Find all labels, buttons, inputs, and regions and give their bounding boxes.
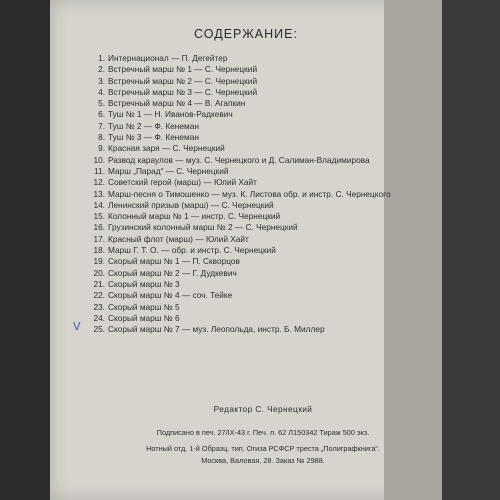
list-item (88, 143, 438, 154)
item-number: 21. (93, 278, 105, 289)
left-edge-shadow (0, 0, 50, 500)
list-item (88, 76, 438, 87)
item-text: Грузинский колонный марш № 2 — С. Чернецкий (108, 222, 298, 233)
item-text: Красный флот (марш) — Юлий Хайт (108, 233, 249, 244)
item-text: Колонный марш № 1 — инстр. С. Чернецкий (108, 211, 281, 222)
item-text: Марш-песня о Тимошенко — муз. К. Листова обр. и инстр. С. Чернецкого (108, 188, 391, 199)
item-number: 17. (93, 233, 105, 244)
item-number: 25. (93, 324, 105, 335)
item-number: 20. (93, 267, 105, 278)
item-number: 2. (98, 64, 105, 75)
list-item (88, 324, 438, 335)
list-item (88, 268, 438, 279)
item-text: Интернационал — П. Дегейтер (108, 53, 228, 63)
item-number: 7. (98, 120, 105, 131)
list-item (88, 200, 438, 211)
item-text: Скорый марш № 4 — соч. Тейке (108, 290, 233, 301)
item-number: 23. (93, 301, 105, 312)
list-item (88, 279, 438, 290)
list-item (88, 256, 438, 267)
press-line: Нотный отд. 1-й Образц. тип. Огиза РСФСР треста „Полиграфкнига“. (146, 444, 380, 453)
item-number: 13. (93, 188, 105, 199)
item-text: Встречный марш № 4 — В. Агапкин (108, 98, 246, 109)
list-item (88, 166, 438, 177)
item-number: 19. (93, 256, 105, 267)
list-item (88, 189, 438, 200)
page-title: СОДЕРЖАНИЕ: (194, 27, 298, 41)
list-item (88, 245, 438, 256)
list-item (88, 234, 438, 245)
list-item (88, 98, 438, 109)
item-text: Встречный марш № 2 — С. Чернецкий (108, 75, 258, 86)
handwritten-check-mark: V (73, 320, 81, 333)
item-text: Встречный марш № 3 — С. Чернецкий (108, 86, 258, 97)
item-number: 8. (98, 132, 105, 143)
item-text: Ленинский призыв (марш) — С. Чернецкий (108, 199, 274, 210)
editor-line: Редактор С. Чернецкий (213, 404, 313, 414)
item-number: 5. (98, 98, 105, 109)
item-text: Скорый марш № 6 (108, 312, 180, 323)
print-signed-line: Подписано в печ. 27/IX-43 г. Печ. л. 62 Л150342 Тираж 500 экз. (156, 428, 370, 437)
item-text: Скорый марш № 1 — П. Скворцов (108, 256, 240, 267)
item-text: Встречный марш № 1 — С. Чернецкий (108, 64, 258, 75)
item-text: Скорый марш № 7 — муз. Леопольда, инстр. Б. Миллер (108, 324, 325, 335)
item-text: Развод караулов — муз. С. Чернецкого и Д. Салиман-Владимирова (108, 154, 370, 165)
item-text: Скорый марш № 2 — Г. Дудкевич (108, 267, 237, 278)
item-text: Марш Г. Т. О. — обр. и инстр. С. Чернецкий (108, 245, 276, 256)
address-line: Москва, Валовая, 28. Заказ № 2988. (201, 456, 325, 465)
list-item (88, 121, 438, 132)
item-number: 22. (93, 290, 105, 301)
item-number: 15. (93, 211, 105, 222)
item-number: 14. (93, 199, 105, 210)
item-number: 24. (93, 312, 105, 323)
list-item (88, 177, 438, 188)
list-item (88, 109, 438, 120)
item-number: 16. (93, 222, 105, 233)
list-item (88, 87, 438, 98)
list-item (88, 222, 438, 233)
item-number: 6. (98, 109, 105, 120)
item-text: Туш № 2 — Ф. Кенеман (108, 120, 199, 131)
item-text: Скорый марш № 5 (108, 301, 180, 312)
list-item (88, 290, 438, 301)
list-item (88, 302, 438, 313)
item-text: Туш № 1 — Н. Иванов-Радкевич (108, 109, 233, 120)
list-item (88, 64, 438, 75)
item-number: 18. (93, 245, 105, 256)
item-number: 10. (93, 154, 105, 165)
item-number: 12. (93, 177, 105, 188)
item-text: Советский герой (марш) — Юлий Хайт (108, 177, 257, 188)
item-number: 1. (98, 53, 105, 63)
item-number: 3. (98, 75, 105, 86)
item-text: Скорый марш № 3 (108, 278, 180, 289)
item-number: 4. (98, 86, 105, 97)
item-text: Марш „Парад“ — С. Чернецкий (108, 165, 229, 176)
item-number: 11. (94, 165, 105, 176)
item-text: Туш № 3 — Ф. Кенеман (108, 132, 199, 143)
book-page (50, 0, 442, 500)
item-number: 9. (98, 143, 105, 154)
list-item (88, 155, 438, 166)
item-text: Красная заря — С. Чернецкий (108, 143, 225, 154)
table-of-contents (88, 53, 438, 335)
list-item (88, 211, 438, 222)
list-item (88, 53, 438, 64)
list-item (88, 132, 438, 143)
list-item (88, 313, 438, 324)
